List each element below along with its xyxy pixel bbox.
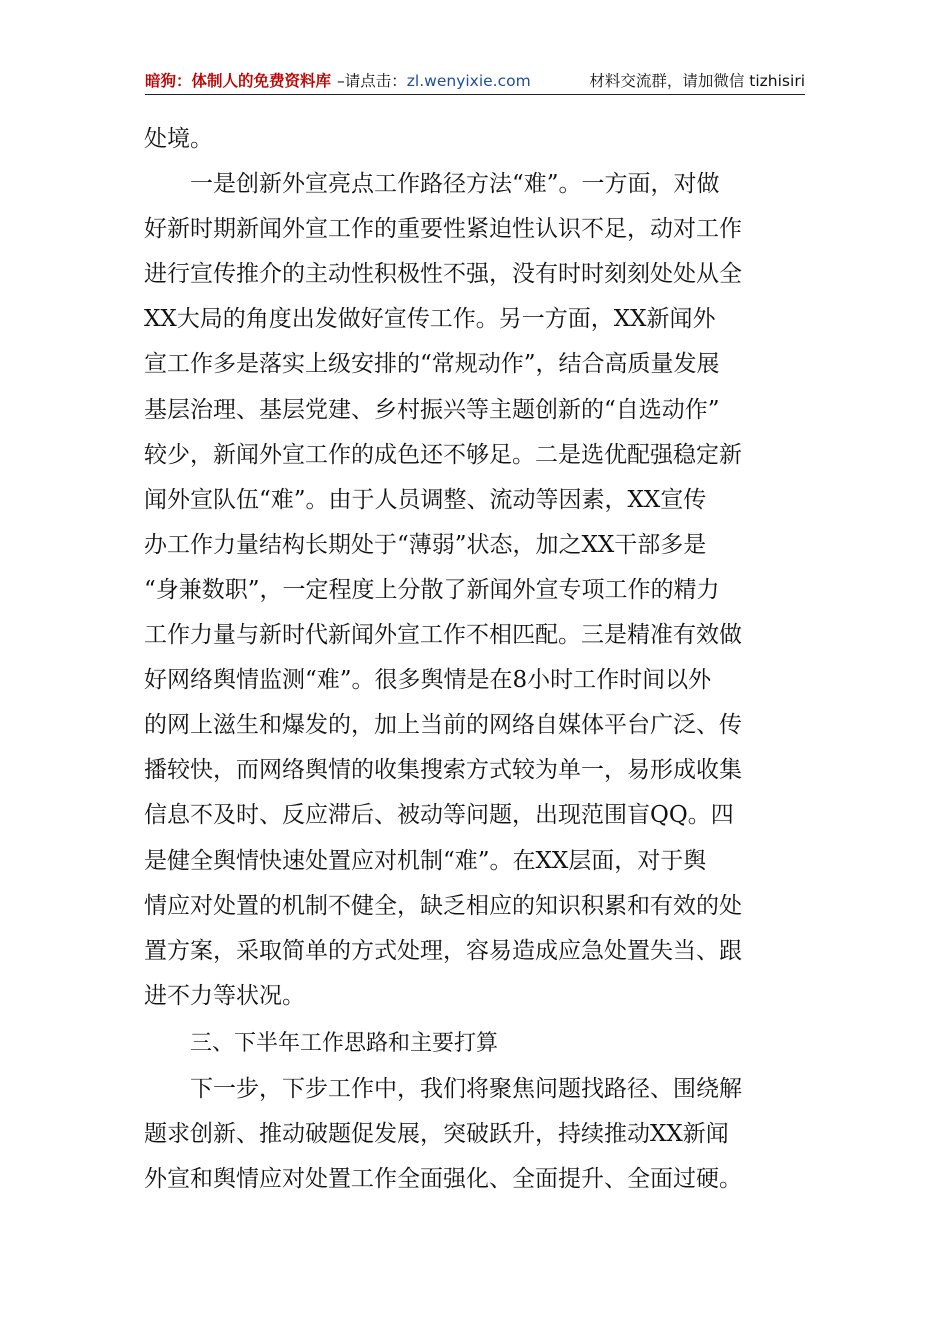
section-line: 题求创新、推动破题促发展，突破跃升，持续推动XX新闻 bbox=[144, 1121, 729, 1148]
body-line: 播较快，而网络舆情的收集搜索方式较为单一，易形成收集 bbox=[144, 757, 742, 784]
body-line: 好网络舆情监测“难”。很多舆情是在8小时工作时间以外 bbox=[144, 667, 712, 694]
body-line: 的网上滋生和爆发的，加上当前的网络自媒体平台广泛、传 bbox=[144, 712, 742, 739]
body-line: 较少，新闻外宣工作的成色还不够足。二是选优配强稳定新 bbox=[144, 441, 742, 468]
header-prompt: –请点击： bbox=[337, 72, 407, 90]
body-line: 闻外宣队伍“难”。由于人员调整、流动等因素，XX宣传 bbox=[144, 486, 707, 513]
body-line: 进不力等状况。 bbox=[144, 982, 305, 1009]
section-line: 外宣和舆情应对处置工作全面强化、全面提升、全面过硬。 bbox=[144, 1166, 742, 1193]
body-line: “身兼数职”，一定程度上分散了新闻外宣专项工作的精力 bbox=[144, 576, 720, 603]
header-link[interactable]: zl.wenyixie.com bbox=[406, 72, 531, 90]
document-body bbox=[144, 117, 806, 1202]
body-line: 一是创新外宣亮点工作路径方法“难”。一方面，对做 bbox=[190, 171, 720, 198]
header-left bbox=[145, 68, 531, 94]
body-line: 处境。 bbox=[144, 126, 213, 152]
body-line: XX大局的角度出发做好宣传工作。另一方面，XX新闻外 bbox=[144, 306, 716, 333]
header-brand: 暗狗：体制人的免费资料库 bbox=[145, 72, 332, 90]
body-line: 是健全舆情快速处置应对机制“难”。在XX层面，对于舆 bbox=[144, 847, 707, 874]
body-line: 置方案，采取简单的方式处理，容易造成应急处置失当、跟 bbox=[144, 937, 742, 964]
body-line: 信息不及时、反应滞后、被动等问题，出现范围盲QQ。四 bbox=[144, 802, 734, 829]
body-line: 进行宣传推介的主动性积极性不强，没有时时刻刻处处从全 bbox=[144, 261, 742, 288]
section-heading: 三、下半年工作思路和主要打算 bbox=[190, 1030, 499, 1056]
section-line: 下一步，下步工作中，我们将聚焦问题找路径、围绕解 bbox=[190, 1075, 742, 1102]
body-line: 办工作力量结构长期处于“薄弱”状态，加之XX干部多是 bbox=[144, 531, 707, 558]
body-line: 情应对处置的机制不健全，缺乏相应的知识积累和有效的处 bbox=[144, 892, 742, 919]
body-line: 好新时期新闻外宣工作的重要性紧迫性认识不足，动对工作 bbox=[144, 216, 742, 243]
body-line: 基层治理、基层党建、乡村振兴等主题创新的“自选动作” bbox=[144, 396, 720, 423]
page-header bbox=[145, 68, 805, 95]
body-line: 宣工作多是落实上级安排的“常规动作”，结合高质量发展 bbox=[144, 351, 720, 378]
body-line: 工作力量与新时代新闻外宣工作不相匹配。三是精准有效做 bbox=[144, 622, 742, 649]
header-wechat-note: 材料交流群，请加微信 tizhisiri bbox=[589, 72, 805, 90]
